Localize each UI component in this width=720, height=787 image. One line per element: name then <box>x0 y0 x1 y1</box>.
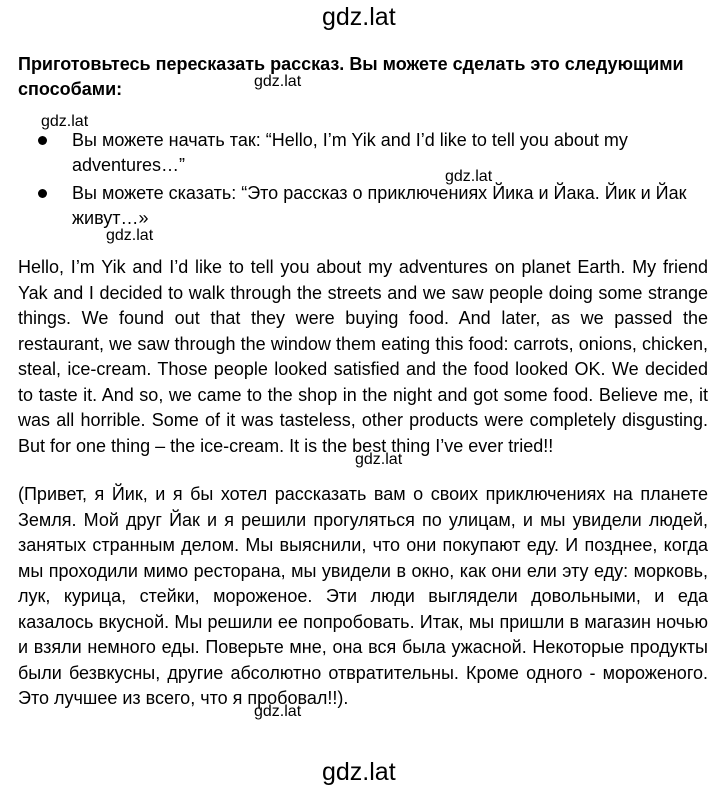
watermark-top: gdz.lat <box>322 3 396 31</box>
bullet-text: Вы можете сказать: “Это рассказ о приключениях Йика и Йака. Йик и Йак живут…» <box>72 183 687 228</box>
bullet-text: Вы можете начать так: “Hello, I’m Yik and I’d like to tell you about my adventures…” <box>72 130 628 175</box>
bullet-list <box>34 128 714 234</box>
watermark-inline: gdz.lat <box>106 227 154 244</box>
bullet-item <box>34 181 714 231</box>
watermark-bottom: gdz.lat <box>322 758 396 786</box>
watermark-inline: gdz.lat <box>41 113 89 130</box>
watermark-inline: gdz.lat <box>254 73 302 90</box>
task-heading: Приготовьтесь пересказать рассказ. Вы можете сделать это следующими способами: <box>18 54 684 99</box>
translation-paragraph: (Привет, я Йик, и я бы хотел рассказать вам о своих приключениях на планете Земля. Мой друг Йак и я решили прогуляться по улицам, и мы увидели людей, занятых странным делом. Мы выяснили, что они покупают еду. И позднее, когда мы проходили мимо ресторана, мы увидели в окно, как они ели эту еду: морковь, лук, курица, стейки, мороженое. Эти люди выглядели довольными, и еда казалось вкусной. Мы решили ее попробовать. Итак, мы пришли в магазин ночью и взяли немного еды. Поверьте мне, она вся была ужасной. Некоторые продукты были безвкусны, другие абсолютно отвратительны. Кроме одного - мороженого. Это лучшее из всего, что я пробовал!!). <box>18 484 708 708</box>
watermark-inline: gdz.lat <box>254 703 302 720</box>
bullet-item <box>34 128 714 178</box>
bullet-icon <box>38 136 47 145</box>
watermark-inline: gdz.lat <box>355 451 403 468</box>
watermark-inline: gdz.lat <box>445 168 493 185</box>
story-paragraph: Hello, I’m Yik and I’d like to tell you about my adventures on planet Earth. My friend Yak and I decided to walk through the streets and we saw people doing some strange things. We found out that they were buying food. And later, as we passed the restaurant, we saw through the window them eating this food: carrots, onions, chicken, steal, ice-cream. Those people looked satisfied and the food looked OK. We decided to taste it. And so, we came to the shop in the night and got some food. Believe me, it was all horrible. Some of it was tasteless, other products were completely disgusting. But for one thing – the ice-cream. It is the best thing I’ve ever tried!! <box>18 257 708 456</box>
bullet-icon <box>38 189 47 198</box>
